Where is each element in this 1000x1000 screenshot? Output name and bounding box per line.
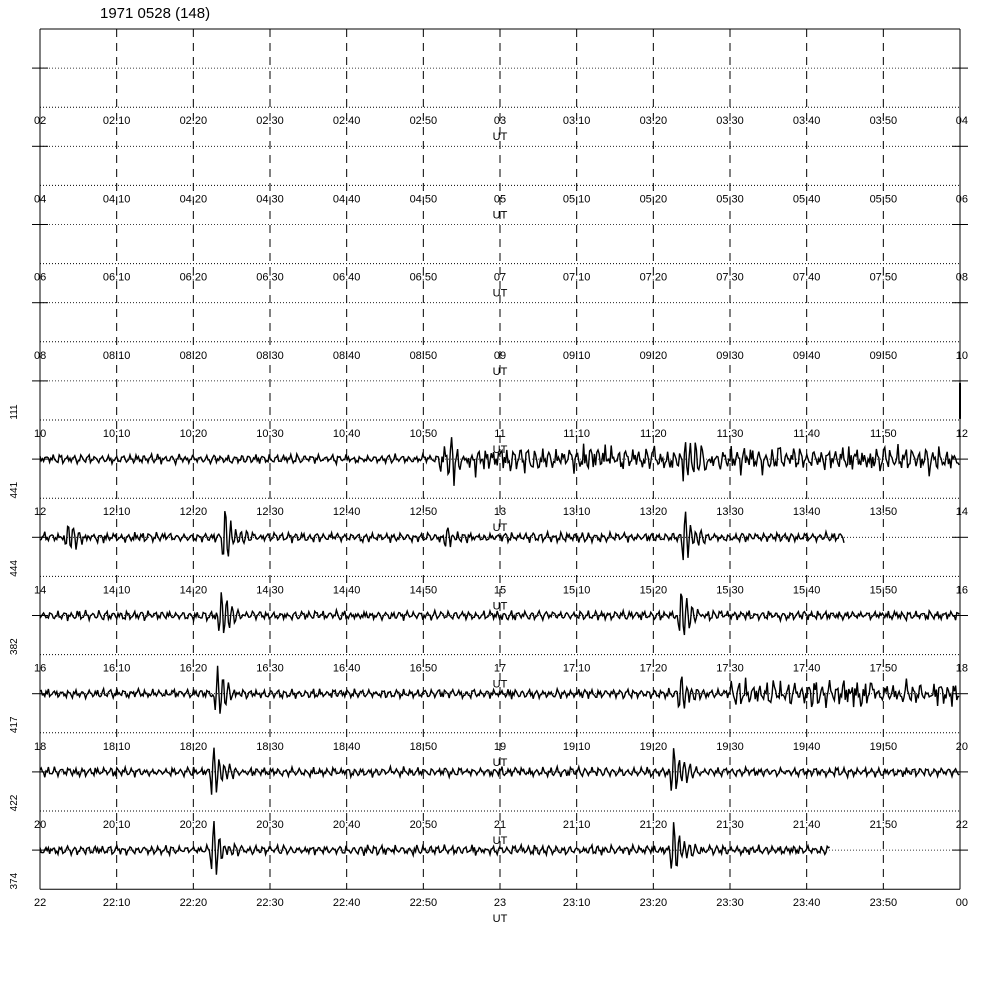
time-tick-label: 12:20 — [179, 506, 208, 519]
time-tick-label: 13:40 — [792, 506, 821, 519]
time-tick-label: 18 — [34, 740, 47, 753]
time-tick-label: 10:40 — [332, 428, 361, 440]
time-tick-label: 04:30 — [256, 193, 284, 206]
time-tick-label: 08:40 — [332, 349, 361, 362]
time-tick-label: 03 — [493, 115, 507, 128]
time-tick-label: 10:50 — [409, 428, 438, 440]
time-tick-label: 12:10 — [102, 506, 131, 519]
time-tick-label: 22:20 — [179, 897, 208, 910]
time-tick-label: 00 — [955, 897, 968, 910]
time-tick-label: 15:10 — [562, 584, 591, 597]
time-tick-label: 08:50 — [409, 349, 438, 362]
time-tick-label: 04 — [34, 193, 47, 206]
time-tick-label: 06 — [34, 271, 47, 284]
time-tick-label: 06:10 — [102, 271, 131, 284]
time-tick-label: 07 — [493, 271, 507, 284]
time-tick-label: 03:30 — [716, 115, 744, 128]
time-tick-label: 12:30 — [256, 506, 284, 519]
time-tick-label: 14 — [955, 506, 968, 519]
time-tick-label: 08:10 — [102, 349, 131, 362]
time-tick-label: 03:20 — [639, 115, 668, 128]
time-tick-label: 11:10 — [563, 428, 591, 440]
page-title: 1971 0528 (148) — [100, 5, 211, 22]
time-tick-label: 02:50 — [409, 115, 438, 128]
time-tick-label: 06 — [955, 193, 968, 206]
time-tick-label: 17:30 — [716, 662, 744, 675]
time-tick-label: 02:30 — [256, 115, 284, 128]
time-tick-label: 12 — [34, 506, 47, 519]
time-tick-label: 19:30 — [716, 740, 744, 753]
axis-unit-label: UT — [492, 678, 508, 691]
time-tick-label: 18:10 — [102, 740, 131, 753]
time-tick-label: 12 — [955, 428, 968, 440]
time-tick-label: 14:20 — [179, 584, 208, 597]
axis-unit-label: UT — [492, 365, 508, 378]
time-tick-label: 18:30 — [256, 740, 284, 753]
row-side-label: 422 — [9, 794, 20, 812]
time-tick-label: 08 — [34, 349, 47, 362]
time-tick-label: 12:50 — [409, 506, 438, 519]
axis-unit-label: UT — [492, 835, 508, 847]
time-tick-label: 06:20 — [179, 271, 208, 284]
time-tick-label: 10:30 — [256, 428, 284, 440]
time-tick-label: 16:40 — [332, 662, 361, 675]
axis-unit-label: UT — [492, 444, 508, 456]
axis-unit-label: UT — [492, 600, 508, 613]
time-tick-label: 06:50 — [409, 271, 438, 284]
time-tick-label: 13:50 — [869, 506, 898, 519]
time-tick-label: 21:20 — [639, 819, 668, 831]
axis-unit-label: UT — [492, 522, 508, 535]
time-tick-label: 09:30 — [716, 349, 744, 362]
time-tick-label: 04:40 — [332, 193, 361, 206]
time-tick-label: 18:40 — [332, 740, 361, 753]
time-tick-label: 22:10 — [102, 897, 131, 910]
time-tick-label: 04:20 — [179, 193, 208, 206]
time-tick-label: 03:40 — [792, 115, 821, 128]
time-tick-label: 22:50 — [409, 897, 438, 910]
time-tick-label: 04:50 — [409, 193, 438, 206]
time-tick-label: 02:20 — [179, 115, 208, 128]
time-tick-label: 17:10 — [562, 662, 591, 675]
time-tick-label: 08:20 — [179, 349, 208, 362]
axis-unit-label: UT — [492, 287, 508, 300]
time-tick-label: 11:50 — [869, 428, 897, 440]
time-tick-label: 14:40 — [332, 584, 361, 597]
time-tick-label: 19 — [493, 740, 507, 753]
time-tick-label: 16 — [955, 584, 968, 597]
time-tick-label: 09:40 — [792, 349, 821, 362]
time-tick-label: 07:20 — [639, 271, 668, 284]
time-tick-label: 05:50 — [869, 193, 898, 206]
seismic-trace — [40, 511, 844, 560]
time-tick-label: 09:50 — [869, 349, 898, 362]
time-tick-label: 13:30 — [716, 506, 744, 519]
time-tick-label: 23:30 — [716, 897, 744, 910]
time-tick-label: 12:40 — [332, 506, 361, 519]
time-tick-label: 09 — [493, 349, 507, 362]
time-tick-label: 13:10 — [562, 506, 591, 519]
time-tick-label: 08:30 — [256, 349, 284, 362]
time-tick-label: 19:40 — [792, 740, 821, 753]
time-tick-label: 21:50 — [869, 819, 898, 831]
time-tick-label: 20:20 — [179, 819, 208, 831]
row-side-label: 444 — [9, 560, 20, 577]
axis-unit-label: UT — [492, 913, 508, 926]
time-tick-label: 19:50 — [869, 740, 898, 753]
time-tick-label: 23:10 — [562, 897, 591, 910]
time-tick-label: 15 — [493, 584, 507, 597]
time-tick-label: 11:20 — [639, 428, 667, 440]
time-tick-label: 10 — [34, 428, 47, 440]
row-side-label: 417 — [9, 716, 20, 734]
time-tick-label: 23:20 — [639, 897, 668, 910]
time-tick-label: 16:50 — [409, 662, 438, 675]
time-tick-label: 03:10 — [562, 115, 591, 128]
time-tick-label: 06:40 — [332, 271, 361, 284]
time-tick-label: 23 — [493, 897, 507, 910]
time-tick-label: 10:10 — [102, 428, 131, 440]
time-tick-label: 11:40 — [793, 428, 821, 440]
time-tick-label: 03:50 — [869, 115, 898, 128]
time-tick-label: 02:10 — [102, 115, 131, 128]
time-tick-label: 02 — [34, 115, 47, 128]
time-tick-label: 07:40 — [792, 271, 821, 284]
time-tick-label: 16:10 — [102, 662, 131, 675]
time-tick-label: 20 — [34, 819, 47, 831]
time-tick-label: 19:10 — [562, 740, 591, 753]
time-tick-label: 18 — [955, 662, 968, 675]
seismic-trace — [40, 592, 959, 635]
time-tick-label: 22:30 — [256, 897, 284, 910]
time-tick-label: 05:40 — [792, 193, 821, 206]
time-tick-label: 21 — [493, 819, 507, 831]
axis-unit-label: UT — [492, 131, 508, 144]
time-tick-label: 14:30 — [256, 584, 284, 597]
row-side-label: 374 — [9, 872, 20, 890]
time-tick-label: 05:20 — [639, 193, 668, 206]
time-tick-label: 15:30 — [716, 584, 744, 597]
time-tick-label: 19:20 — [639, 740, 668, 753]
time-tick-label: 04 — [955, 115, 968, 128]
time-tick-label: 05 — [493, 193, 507, 206]
time-tick-label: 17 — [493, 662, 507, 675]
time-tick-label: 14 — [34, 584, 47, 597]
time-tick-label: 21:30 — [716, 819, 744, 831]
time-tick-label: 06:30 — [256, 271, 284, 284]
time-tick-label: 14:10 — [102, 584, 131, 597]
time-tick-label: 20:40 — [332, 819, 361, 831]
time-tick-label: 20:10 — [102, 819, 131, 831]
time-tick-label: 17:20 — [639, 662, 668, 675]
time-tick-label: 18:20 — [179, 740, 208, 753]
time-tick-label: 16:30 — [256, 662, 284, 675]
time-tick-label: 11 — [494, 428, 506, 440]
time-tick-label: 09:10 — [562, 349, 591, 362]
time-tick-label: 05:30 — [716, 193, 744, 206]
time-tick-label: 10:20 — [179, 428, 208, 440]
time-tick-label: 18:50 — [409, 740, 438, 753]
time-tick-label: 02:40 — [332, 115, 361, 128]
time-tick-label: 16:20 — [179, 662, 208, 675]
time-tick-label: 10 — [955, 349, 968, 362]
row-side-label: 382 — [9, 638, 20, 655]
time-tick-label: 07:30 — [716, 271, 744, 284]
time-tick-label: 23:50 — [869, 897, 898, 910]
time-tick-label: 15:50 — [869, 584, 898, 597]
time-tick-label: 15:40 — [792, 584, 821, 597]
time-tick-label: 16 — [34, 662, 47, 675]
time-tick-label: 20:30 — [256, 819, 284, 831]
time-tick-label: 07:50 — [869, 271, 898, 284]
time-tick-label: 04:10 — [102, 193, 131, 206]
time-tick-label: 17:50 — [869, 662, 898, 675]
time-tick-label: 14:50 — [409, 584, 438, 597]
time-tick-label: 21:10 — [562, 819, 591, 831]
time-tick-label: 22 — [34, 897, 47, 910]
time-tick-label: 08 — [955, 271, 968, 284]
axis-unit-label: UT — [492, 756, 508, 769]
row-side-label: 441 — [9, 481, 20, 499]
time-tick-label: 13 — [493, 506, 507, 519]
row-side-label: 111 — [9, 404, 20, 420]
time-tick-label: 17:40 — [792, 662, 821, 675]
time-tick-label: 23:40 — [792, 897, 821, 910]
time-tick-label: 22 — [955, 819, 968, 831]
time-tick-label: 20:50 — [409, 819, 438, 831]
time-tick-label: 07:10 — [562, 271, 591, 284]
time-tick-label: 11:30 — [716, 428, 744, 440]
time-tick-label: 22:40 — [332, 897, 361, 910]
time-tick-label: 05:10 — [562, 193, 591, 206]
time-tick-label: 09:20 — [639, 349, 668, 362]
time-tick-label: 15:20 — [639, 584, 668, 597]
time-tick-label: 21:40 — [792, 819, 821, 831]
axis-unit-label: UT — [492, 209, 508, 222]
time-tick-label: 20 — [955, 740, 968, 753]
time-tick-label: 13:20 — [639, 506, 668, 519]
